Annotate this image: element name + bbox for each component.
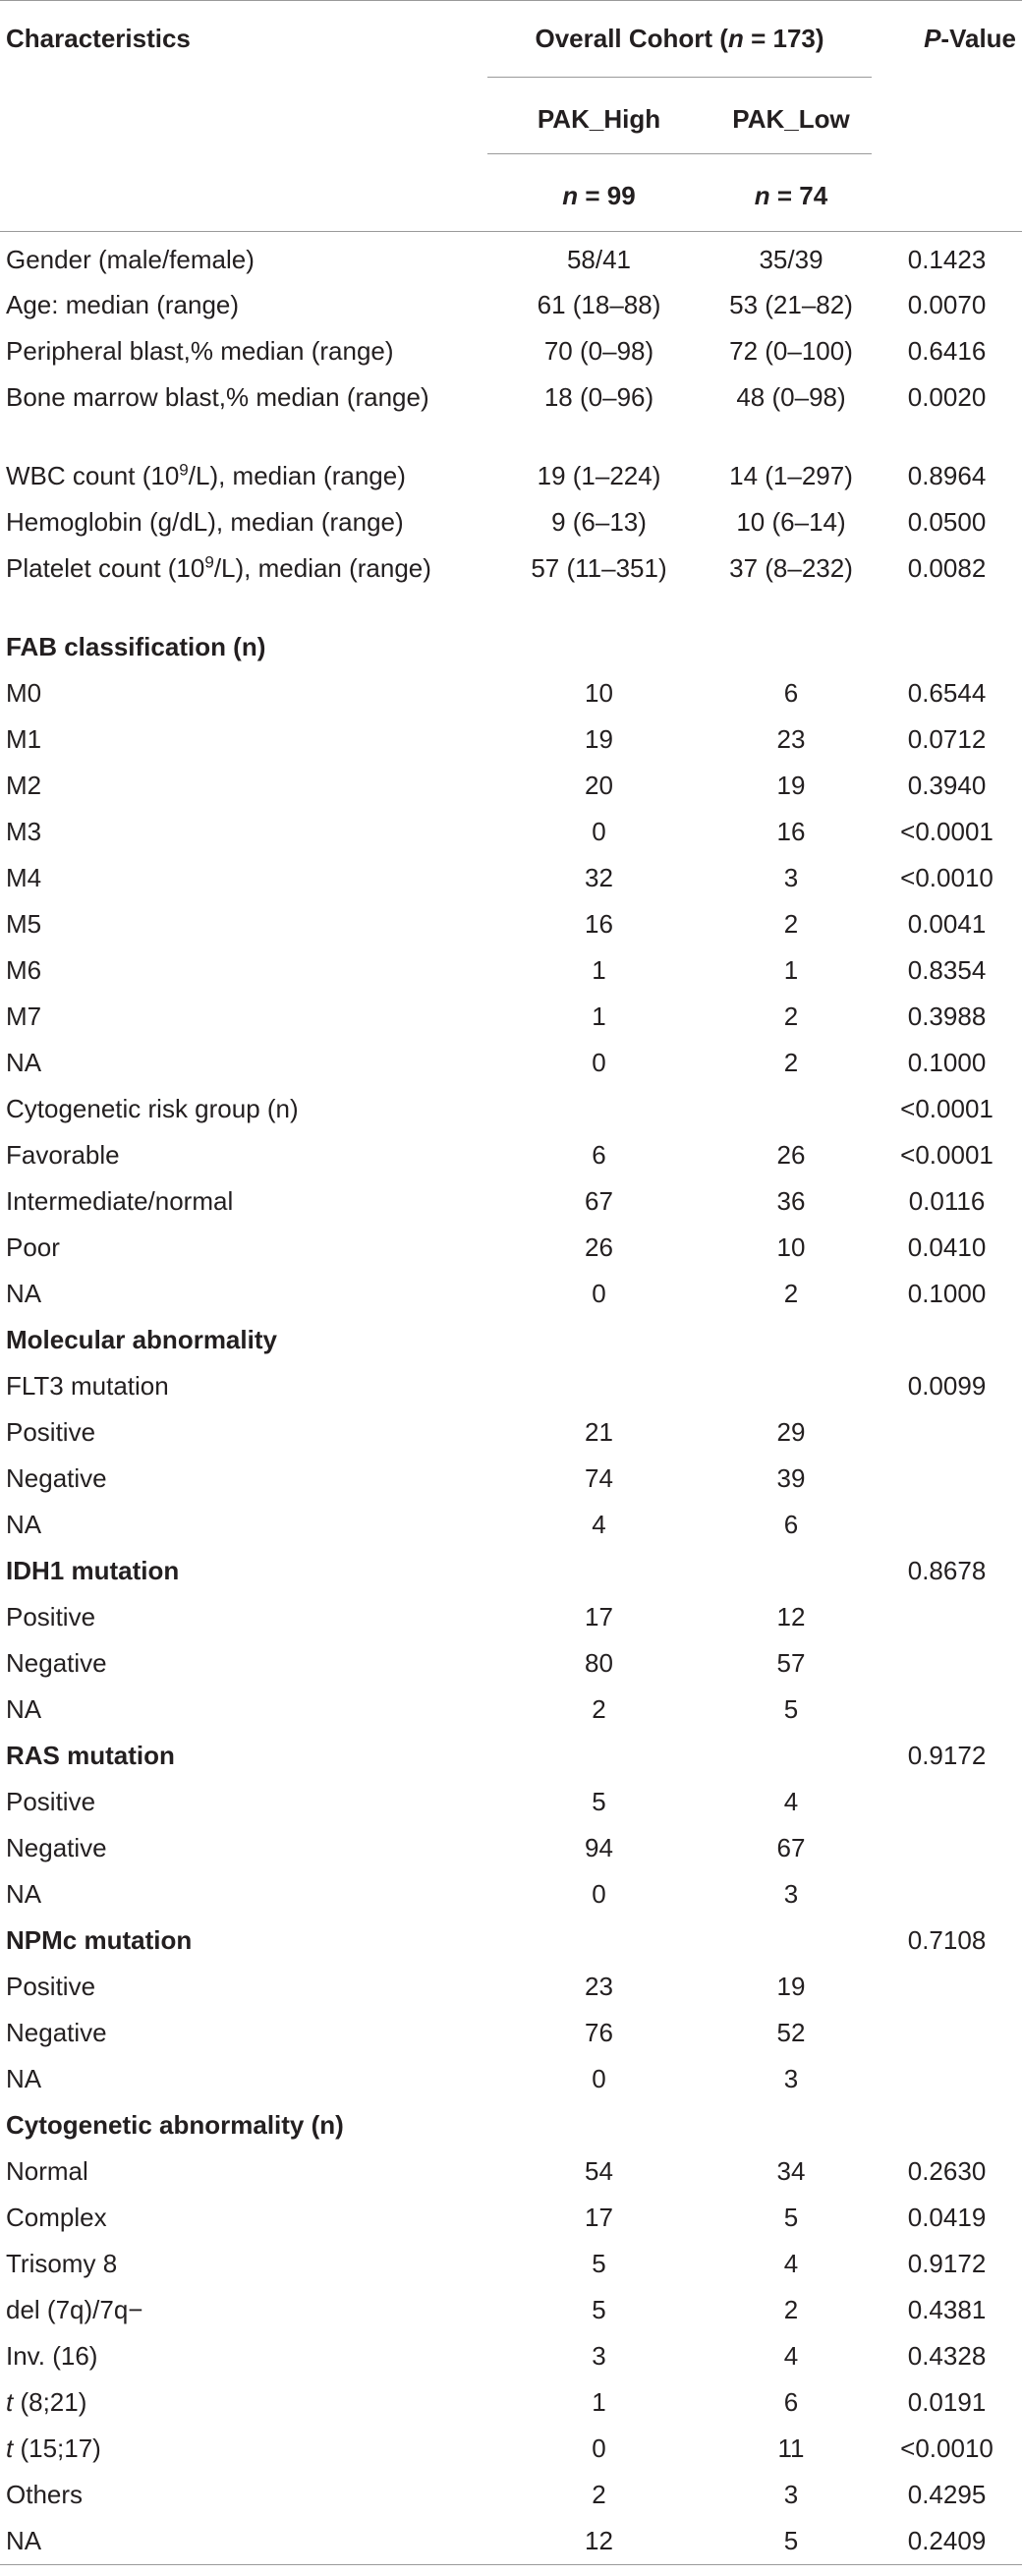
cell-pak-low: 67 [776, 1833, 806, 1862]
row-label: Peripheral blast,% median (range) [6, 336, 394, 366]
cell-pak-high: 32 [585, 863, 613, 892]
table-row [0, 282, 1022, 328]
table-row [0, 1733, 1022, 1779]
row-label: M7 [6, 1002, 42, 1031]
cell-pak-high: 1 [592, 1002, 606, 1031]
cell-pak-low: 72 (0–100) [729, 336, 853, 366]
row-label: Bone marrow blast,% median (range) [6, 382, 429, 412]
table-row [0, 624, 1022, 670]
table-row [0, 2333, 1022, 2379]
cell-p-value: 0.7108 [907, 1925, 987, 1955]
row-label: Positive [6, 1417, 96, 1447]
cell-pak-low: 29 [776, 1417, 806, 1447]
cell-pak-high: 9 (6–13) [551, 507, 647, 537]
cell-pak-high: 3 [592, 2341, 606, 2371]
cell-pak-high: 57 (11–351) [531, 553, 667, 583]
row-label: Negative [6, 1463, 107, 1493]
cell-p-value: 0.3988 [907, 1002, 987, 1031]
cell-pak-high: 2 [592, 1694, 606, 1724]
cell-pak-low: 23 [776, 724, 806, 754]
table-row [0, 1871, 1022, 1918]
row-label: del (7q)/7q− [6, 2295, 143, 2324]
cell-pak-low: 4 [783, 2341, 799, 2371]
cell-pak-low: 37 (8–232) [729, 553, 853, 583]
table-row [0, 1825, 1022, 1871]
characteristics-table [0, 1, 1022, 2565]
cell-p-value: <0.0001 [900, 817, 994, 846]
cell-pak-low: 52 [776, 2018, 806, 2047]
table-row [0, 1363, 1022, 1409]
cell-pak-high: 20 [585, 771, 613, 800]
table-row [0, 1964, 1022, 2010]
cell-pak-low: 39 [776, 1463, 806, 1493]
table-row [0, 1409, 1022, 1456]
cell-p-value: 0.8678 [907, 1556, 987, 1585]
cell-pak-high [487, 624, 710, 670]
cell-pak-high [487, 1086, 710, 1132]
cell-pak-high [487, 1733, 710, 1779]
cell-pak-high: 80 [585, 1648, 613, 1678]
cell-p-value: 0.1423 [907, 244, 987, 274]
cell-pak-high: 70 (0–98) [543, 336, 654, 366]
table-row [0, 2472, 1022, 2518]
header-row-3 [0, 154, 1022, 231]
table-row [0, 2518, 1022, 2564]
cell-pak-low: 19 [776, 1972, 806, 2001]
row-label: Others [6, 2480, 84, 2509]
row-label: Cytogenetic risk group (n) [6, 1094, 299, 1123]
cell-pak-low [710, 1918, 872, 1964]
cell-pak-low: 6 [783, 678, 799, 708]
table-row [0, 2379, 1022, 2426]
cell-pak-low: 3 [783, 2480, 799, 2509]
cell-pak-low: 4 [783, 2249, 799, 2278]
cell-pak-high: 0 [592, 817, 606, 846]
cell-p-value [872, 624, 1022, 670]
cell-p-value: <0.0010 [900, 863, 994, 892]
cell-pak-high: 74 [585, 1463, 613, 1493]
cell-p-value [872, 1409, 1022, 1456]
table-row [0, 2010, 1022, 2056]
row-label: M5 [6, 909, 42, 939]
cell-pak-high: 19 (1–224) [537, 461, 661, 490]
cell-p-value: 0.6544 [907, 678, 987, 708]
cell-pak-low [710, 1317, 872, 1363]
cell-pak-low: 10 (6–14) [736, 507, 846, 537]
cell-p-value: 0.4295 [907, 2480, 987, 2509]
row-label: t (8;21) [6, 2387, 87, 2417]
table-row [0, 2148, 1022, 2195]
row-label: NA [6, 1279, 42, 1308]
cell-pak-high: 18 (0–96) [543, 382, 654, 412]
row-label: FAB classification (n) [6, 632, 266, 661]
row-label: Cytogenetic abnormality (n) [6, 2110, 344, 2140]
cell-p-value [872, 2010, 1022, 2056]
cell-pak-high: 16 [585, 909, 613, 939]
table-row [0, 994, 1022, 1040]
table-row [0, 763, 1022, 809]
cell-pak-high: 17 [585, 1602, 613, 1631]
cell-p-value: 0.8964 [907, 461, 987, 490]
cell-pak-low: 6 [783, 1510, 799, 1539]
table-row [0, 499, 1022, 545]
table-row [0, 1502, 1022, 1548]
row-label: NA [0, 2518, 487, 2564]
row-label: FLT3 mutation [6, 1371, 169, 1401]
cell-pak-low: 1 [783, 955, 799, 985]
header-row-1 [0, 1, 1022, 78]
cell-pak-low: 3 [783, 1879, 799, 1909]
table-row [0, 1779, 1022, 1825]
cell-pak-low: 14 (1–297) [729, 461, 853, 490]
row-label: Platelet count $(10^9/L)$, median (range) [6, 552, 431, 583]
cell-p-value: 0.0099 [907, 1371, 987, 1401]
row-label: M2 [6, 771, 42, 800]
cell-pak-low [710, 1733, 872, 1779]
cell-p-value [872, 1825, 1022, 1871]
cell-pak-low [710, 624, 872, 670]
cell-p-value [872, 1317, 1022, 1363]
cell-pak-low: 10 [776, 1232, 806, 1262]
cell-pak-low: 26 [776, 1140, 806, 1170]
cell-p-value [872, 1594, 1022, 1640]
table-row [0, 2426, 1022, 2472]
cell-pak-low: 34 [776, 2156, 806, 2186]
row-label: Positive [6, 1787, 96, 1816]
column-header-pak-low: PAK_Low [710, 78, 872, 154]
cell-p-value: 0.0191 [907, 2387, 987, 2417]
table-row [0, 1918, 1022, 1964]
row-label: Inv. (16) [6, 2341, 98, 2371]
table-row [0, 545, 1022, 624]
cell-pak-low: 48 (0–98) [736, 382, 846, 412]
table-row [0, 1225, 1022, 1271]
table-row [0, 1548, 1022, 1594]
cell-pak-high [487, 1317, 710, 1363]
row-label: Favorable [6, 1140, 120, 1170]
cell-pak-high: 5 [592, 2249, 606, 2278]
table-row [0, 1178, 1022, 1225]
cell-p-value: 0.8354 [907, 955, 987, 985]
table-row [0, 2195, 1022, 2241]
row-label: Negative [6, 1833, 107, 1862]
cell-pak-low: 36 [776, 1186, 806, 1216]
cell-p-value [872, 1502, 1022, 1548]
table-row [0, 1271, 1022, 1317]
cell-pak-low: 6 [783, 2387, 799, 2417]
cell-pak-low: 5 [783, 2203, 799, 2232]
row-label: NA [6, 1510, 42, 1539]
cell-pak-low: 3 [783, 2064, 799, 2093]
cell-p-value: 0.0712 [907, 724, 987, 754]
row-label: Molecular abnormality [6, 1325, 277, 1354]
cell-pak-high: 0 [592, 1048, 606, 1077]
table-row [0, 716, 1022, 763]
cell-pak-high: 23 [585, 1972, 613, 2001]
table-row [0, 1687, 1022, 1733]
table-row [0, 231, 1022, 282]
cell-p-value: 0.0070 [907, 290, 987, 319]
table-row [0, 2102, 1022, 2148]
row-label: Poor [6, 1232, 60, 1262]
cell-pak-low: 2 [783, 2295, 799, 2324]
table-row [0, 1456, 1022, 1502]
row-label: RAS mutation [6, 1741, 175, 1770]
table-row [0, 1640, 1022, 1687]
table-body [0, 231, 1022, 2564]
cell-pak-high: 67 [585, 1186, 613, 1216]
cell-pak-low: 35/39 [759, 244, 823, 274]
row-label: NA [6, 1694, 42, 1724]
cell-p-value: 0.0041 [907, 909, 987, 939]
cell-pak-low: 2 [783, 1279, 799, 1308]
row-label: WBC count $(10^9/L)$, median (range) [6, 460, 406, 490]
cell-p-value: 0.0419 [907, 2203, 987, 2232]
cell-pak-high: 2 [592, 2480, 606, 2509]
cell-p-value [872, 1640, 1022, 1687]
row-label: M4 [6, 863, 42, 892]
cell-p-value: 0.9172 [907, 1741, 987, 1770]
table-row [0, 328, 1022, 374]
row-label: IDH1 mutation [6, 1556, 180, 1585]
column-header-overall-cohort: Overall Cohort (n = 173) [487, 1, 872, 78]
cell-pak-high: 17 [585, 2203, 613, 2232]
row-label: Positive [6, 1972, 96, 2001]
cell-p-value: 0.6416 [907, 336, 987, 366]
cell-pak-high: 6 [592, 1140, 606, 1170]
cell-p-value: 0.1000 [907, 1279, 987, 1308]
row-label: Positive [6, 1602, 96, 1631]
cell-p-value: <0.0001 [900, 1140, 994, 1170]
row-label: Gender (male/female) [6, 244, 255, 274]
cell-p-value: 0.2409 [872, 2518, 1022, 2564]
row-label: M1 [6, 724, 42, 754]
cell-pak-high: 26 [585, 1232, 613, 1262]
cell-p-value [872, 1456, 1022, 1502]
row-label: NPMc mutation [6, 1925, 193, 1955]
cell-p-value: 0.3940 [907, 771, 987, 800]
cell-p-value: 0.0020 [907, 382, 987, 412]
cell-pak-high: 76 [585, 2018, 613, 2047]
header-row-2 [0, 78, 1022, 154]
cell-p-value: 0.4328 [907, 2341, 987, 2371]
cell-pak-high: 10 [585, 678, 613, 708]
cell-pak-high: 58/41 [566, 244, 632, 274]
row-label: NA [6, 2064, 42, 2093]
cell-pak-high: 1 [592, 2387, 606, 2417]
column-header-n-low: n = 74 [710, 154, 872, 231]
cell-p-value [872, 1687, 1022, 1733]
cell-pak-low: 16 [776, 817, 806, 846]
cell-p-value: <0.0001 [900, 1094, 994, 1123]
cell-pak-high: 1 [592, 955, 606, 985]
row-label: Age: median (range) [6, 290, 240, 319]
cell-p-value: 0.4381 [907, 2295, 987, 2324]
cell-p-value: 0.0082 [907, 553, 987, 583]
cell-p-value [872, 1964, 1022, 2010]
cell-pak-high: 4 [592, 1510, 606, 1539]
cell-pak-high: 54 [585, 2156, 613, 2186]
table-row [0, 453, 1022, 499]
cell-pak-high: 19 [585, 724, 613, 754]
table-row [0, 2241, 1022, 2287]
cell-pak-low: 3 [783, 863, 799, 892]
row-label: Negative [6, 2018, 107, 2047]
table-row [0, 1317, 1022, 1363]
cell-pak-low: 12 [776, 1602, 806, 1631]
cell-pak-low [710, 2102, 872, 2148]
row-label: Complex [6, 2203, 107, 2232]
cell-pak-high [487, 1548, 710, 1594]
row-label: Hemoglobin (g/dL), median (range) [6, 507, 404, 537]
row-label: Normal [6, 2156, 88, 2186]
cell-pak-low: 2 [783, 909, 799, 939]
cell-p-value: 0.0410 [907, 1232, 987, 1262]
table-row [0, 1040, 1022, 1086]
cell-p-value: 0.0500 [907, 507, 987, 537]
cell-p-value [872, 2102, 1022, 2148]
table-row [0, 2056, 1022, 2102]
cell-pak-high: 0 [592, 2064, 606, 2093]
cell-pak-high: 21 [585, 1417, 613, 1447]
row-label: Intermediate/normal [6, 1186, 234, 1216]
cell-pak-high [487, 2102, 710, 2148]
row-label: M6 [6, 955, 42, 985]
cell-pak-low: 2 [783, 1048, 799, 1077]
cell-pak-low: 5 [783, 1694, 799, 1724]
cell-p-value [872, 1779, 1022, 1825]
table-row [0, 809, 1022, 855]
column-header-n-high: n = 99 [487, 154, 710, 231]
cell-pak-low: 53 (21–82) [729, 290, 853, 319]
row-label: M3 [6, 817, 42, 846]
table-row [0, 1594, 1022, 1640]
table-row [0, 855, 1022, 901]
column-header-p-value: P-Value [924, 24, 1017, 53]
row-label: M0 [6, 678, 42, 708]
cell-pak-high: 0 [592, 1879, 606, 1909]
cell-pak-high [487, 1918, 710, 1964]
cell-pak-high: 12 [487, 2518, 710, 2564]
cell-pak-high [487, 1363, 710, 1409]
row-label: NA [6, 1879, 42, 1909]
cell-pak-low: 5 [710, 2518, 872, 2564]
cell-p-value: 0.1000 [907, 1048, 987, 1077]
row-label: NA [6, 1048, 42, 1077]
column-header-characteristics: Characteristics [6, 24, 191, 53]
table-row [0, 374, 1022, 453]
cell-pak-high: 5 [592, 2295, 606, 2324]
cell-pak-low: 11 [777, 2433, 805, 2463]
cell-pak-high: 0 [592, 1279, 606, 1308]
cell-p-value: 0.0116 [908, 1186, 986, 1216]
row-label: t (15;17) [6, 2433, 101, 2463]
cell-pak-low: 57 [776, 1648, 806, 1678]
cell-pak-low: 19 [776, 771, 806, 800]
cell-pak-high: 0 [592, 2433, 606, 2463]
column-header-pak-high: PAK_High [487, 78, 710, 154]
table-row [0, 901, 1022, 947]
cell-p-value [872, 2056, 1022, 2102]
cell-pak-low [710, 1086, 872, 1132]
row-label: Trisomy 8 [6, 2249, 118, 2278]
cell-pak-low [710, 1548, 872, 1594]
table-row [0, 2287, 1022, 2333]
cell-p-value: <0.0010 [900, 2433, 994, 2463]
cell-p-value [872, 1871, 1022, 1918]
cell-pak-high: 5 [592, 1787, 606, 1816]
cell-pak-low: 4 [783, 1787, 799, 1816]
table-row [0, 947, 1022, 994]
cell-pak-low [710, 1363, 872, 1409]
cell-pak-high: 94 [585, 1833, 613, 1862]
cell-pak-low: 2 [783, 1002, 799, 1031]
table-row [0, 1086, 1022, 1132]
table-row [0, 1132, 1022, 1178]
cell-pak-high: 61 (18–88) [537, 290, 661, 319]
cell-p-value: 0.2630 [907, 2156, 987, 2186]
cell-p-value: 0.9172 [907, 2249, 987, 2278]
table-row [0, 670, 1022, 716]
row-label: Negative [6, 1648, 107, 1678]
